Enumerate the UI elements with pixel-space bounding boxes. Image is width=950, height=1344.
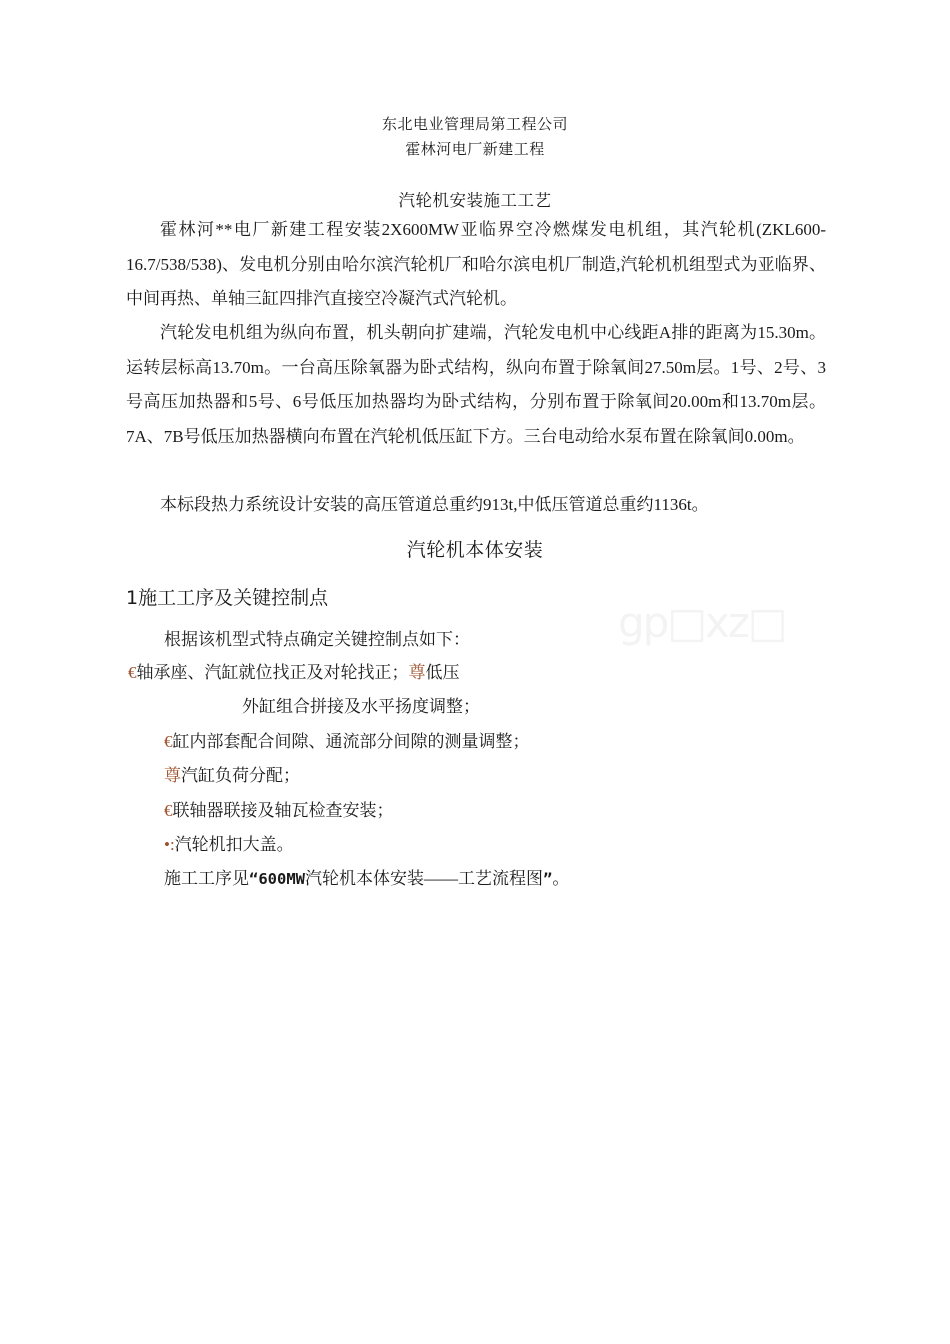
document-title: 汽轮机安装施工工艺 (398, 191, 552, 210)
control-point-row-4 (164, 761, 300, 786)
intro-paragraph-2: 汽轮发电机组为纵向布置，机头朝向扩建端，汽轮发电机中心线距A排的距离为15.30m。运转层标高13.70m。一台高压除氧器为卧式结构，纵向布置于除氧间27.50m层。1号、2号、3号高压加热器和5号、6号低压加热器均为卧式结构，分别布置于除氧间20.00m和13.70m层。7A、7B号低压加热器横向布置在汽轮机低压缸下方。三台电动给水泵布置在除氧间0.00m。 (126, 323, 826, 446)
flow-quote-open: “600MW (249, 870, 305, 888)
intro-paragraph-1: 霍林河**电厂新建工程安装2X600MW亚临界空冷燃煤发电机组，其汽轮机(ZKL600-16.7/538/538)、发电机分别由哈尔滨汽轮机厂和哈尔滨电机厂制造,汽轮机机组型式为亚临界、中间再热、单轴三缸四排汽直接空冷凝汽式汽轮机。 (126, 220, 826, 308)
control-point-row-5 (164, 796, 394, 821)
bullet-marker: •: (164, 835, 175, 854)
org-name: 东北电业管理局第工程公司 (381, 115, 568, 133)
intro-paragraph-3: 本标段热力系统设计安装的高压管道总重约913t,中低压管道总重约1136t。 (160, 495, 709, 514)
control-point-text: 缸内部套配合间隙、通流部分间隙的测量调整； (172, 732, 530, 751)
control-point-text: 轴承座、汽缸就位找正及对轮找正； (136, 663, 409, 682)
control-point-row-2 (242, 692, 480, 717)
control-point-row-3 (164, 727, 530, 752)
bullet-marker: 尊 (408, 663, 426, 682)
bullet-marker: 尊 (164, 766, 181, 785)
project-name: 霍林河电厂新建工程 (405, 140, 545, 158)
section-title: 汽轮机本体安装 (406, 539, 544, 561)
bullet-marker: € (164, 732, 173, 751)
subsection-title: 1施工工序及关键控制点 (126, 587, 329, 609)
flow-quote-close: ” (543, 870, 553, 888)
lead-line: 根据该机型式特点确定关键控制点如下： (164, 630, 470, 649)
flow-end: 。 (552, 869, 570, 888)
bullet-marker: € (164, 801, 173, 820)
flow-chart-reference (164, 864, 569, 889)
control-point-row-6 (164, 830, 294, 855)
control-point-text: 汽轮机扣大盖。 (174, 835, 294, 854)
control-point-text: 低压 (425, 663, 460, 682)
flow-prefix: 施工工序见 (164, 869, 249, 888)
flow-title: 汽轮机本体安装——工艺流程图 (305, 869, 543, 888)
control-point-text: 外缸组合拼接及水平扬度调整； (242, 697, 480, 716)
control-point-text: 汽缸负荷分配； (181, 766, 300, 785)
bullet-marker: € (128, 663, 137, 682)
control-point-text: 联轴器联接及轴瓦检查安装； (172, 801, 394, 820)
control-point-row-1 (128, 658, 460, 683)
watermark: gp□xz□ (618, 598, 786, 647)
